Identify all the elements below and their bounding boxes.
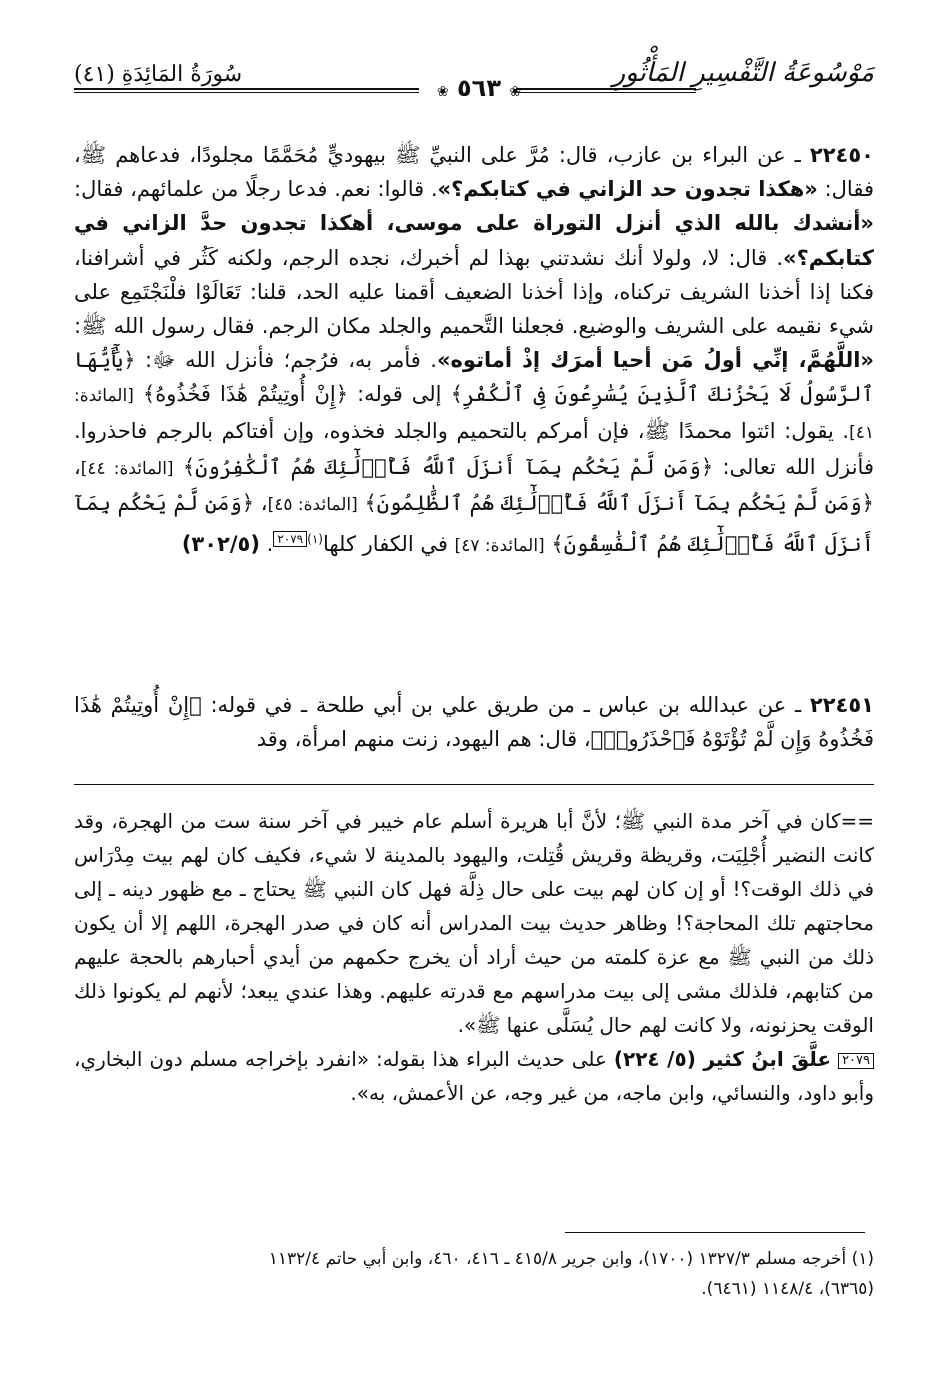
commentary-num-box: ٢٠٧٩ xyxy=(838,1053,874,1069)
header-rule-left-thin xyxy=(74,92,419,93)
footnote-separator xyxy=(565,1232,865,1233)
quran-verse: ﴿وَمَن لَّمْ يَحْكُم بِمَآ أَنزَلَ ٱللَّهُ فَأُو۟لَٰٓئِكَ هُمُ ٱلْكَٰفِرُونَ﴾ xyxy=(182,454,714,479)
footnotes xyxy=(74,1244,874,1304)
hadith-number: ٢٢٤٥٠ xyxy=(809,143,874,167)
commentary-p2: ٢٠٧٩ علَّقَ ابنُ كثير (٥/ ٢٢٤) على حديث البراء هذا بقوله: «انفرد بإخراجه مسلم دون البخاري، وأبو داود، والنسائي، وابن ماجه، من غير وجه، عن الأعمش، به». xyxy=(74,1047,874,1105)
quran-verse: ﴿إِنْ أُوتِيتُمْ هَٰذَا فَخُذُوهُ وَإِن لَّمْ تُؤْتَوْهُ فَٱحْذَرُوا۟﴾ xyxy=(74,693,874,752)
header-rule-right-thin xyxy=(516,92,696,93)
verse-ref: [المائدة: ٤١] xyxy=(74,386,874,443)
surah-label: سُورَةُ المَائِدَةِ (٤١) xyxy=(74,62,243,87)
footnote-marker[interactable]: (١) xyxy=(307,532,323,547)
commentary-p1: ==كان في آخر مدة النبي ﷺ؛ لأنَّ أبا هريرة أسلم عام خيبر في آخر سنة ست من الهجرة، وقد كانت النضير أُجْلِيَت، وقريظة وقريش قُتِلت، واليهود بالمدينة لا شيء، فكيف كان لهم بيت مِدْرَاس في ذلك الوقت؟! أو إن كان لهم بيت على حال ذِلَّة فهل كان النبي ﷺ يحتاج ـ مع ظهور دينه ـ إلى محاجتهم تلك المحاجة؟! وظاهر حديث بيت المدراس أنه كان في صدر الهجرة، اللهم إلا أن يكون ذلك من النبي ﷺ مع عزة كلمته من حيث أراد أن يخرج حكمهم من أيدي أحبارهم بالحجة عليهم من كتابهم، فلذلك مشى إلى بيت مدراسهم مع قدرته عليهم. وهذا عندي يبعد؛ لأنهم لم يكونوا ذلك الوقت يحزنونه، ولا كانت لهم حال يُسَلَّى عنها ﷺ». xyxy=(74,809,874,1037)
ornament-icon: ❀ xyxy=(509,84,522,100)
header-rule-left xyxy=(74,88,419,90)
book-title: مَوْسُوعَةُ التَّفْسِيرِ المَأْثُورِ xyxy=(612,58,874,88)
footnote-line-2: (٦٣٦٥)، ١١٤٨/٤ (٦٤٦١). xyxy=(701,1279,874,1299)
ornament-icon: ❀ xyxy=(436,84,449,100)
main-text-2 xyxy=(74,688,874,756)
page-number: ❀ ٥٦٣ ❀ xyxy=(436,74,522,102)
quran-verse: ﴿وَمَن لَّمْ يَحْكُم بِمَآ أَنزَلَ ٱللَّهُ فَأُو۟لَٰٓئِكَ هُمُ ٱلْفَٰسِقُونَ﴾ xyxy=(74,491,874,557)
quran-verse: ﴿إِنْ أُوتِيتُمْ هَٰذَا فَخُذُوهُ﴾ xyxy=(142,382,349,407)
verse-ref: [المائدة: ٤٥] xyxy=(267,495,358,516)
quran-verse: ﴿وَمَن لَّمْ يَحْكُم بِمَآ أَنزَلَ ٱللَّهُ فَأُو۟لَٰٓئِكَ هُمُ ٱلظَّٰلِمُونَ﴾ xyxy=(364,491,874,516)
source-ref: (٣٠٢/٥) xyxy=(181,532,260,557)
commentary-ref-box[interactable]: ٢٠٧٩ xyxy=(273,531,307,547)
hadith-number: ٢٢٤٥١ xyxy=(809,693,874,717)
hadith-22450: ٢٢٤٥٠ ـ عن البراء بن عازب، قال: مُرَّ على النبيِّ ﷺ بيهوديٍّ مُحَمَّمًا مجلودًا، فدعاهم ﷺ، فقال: «هكذا تجدون حد الزاني في كتابكم؟». قالوا: نعم. فدعا رجلًا من علمائهم، فقال: «أنشدك بالله الذي أنزل التوراة على موسى، أهكذا تجدون حدَّ الزاني في كتابكم؟». قال: لا، ولولا أنك نشدتني بهذا لم أخبرك، نجده الرجم، ولكنه كَثُر في أشرافنا، فكنا إذا أخذنا الشريف تركناه، وإذا أخذنا الضعيف أقمنا عليه الحد، قلنا: تَعَالَوْا فلْنَجْتَمِع على شيء نقيمه على الشريف والوضيع. فجعلنا التَّحميم والجلد مكان الرجم. فقال رسول الله ﷺ: «اللَّهُمَّ، إنِّي أولُ مَن أحيا أمرَك إذْ أماتوه». فأمر به، فرُجم؛ فأنزل الله ﷻ: ﴿يَٰٓأَيُّهَا ٱلرَّسُولُ لَا يَحْزُنكَ ٱلَّذِينَ يُسَٰرِعُونَ فِى ٱلْكُفْرِ﴾ إلى قوله: ﴿إِنْ أُوتِيتُمْ هَٰذَا فَخُذُوهُ﴾ [المائدة: ٤١]. يقول: ائتوا محمدًا ﷺ، فإن أمركم بالتحميم والجلد فخذوه، وإن أفتاكم بالرجم فاحذروا. فأنزل الله تعالى: ﴿وَمَن لَّمْ يَحْكُم بِمَآ أَنزَلَ ٱللَّهُ فَأُو۟لَٰٓئِكَ هُمُ ٱلْكَٰفِرُونَ﴾ [المائدة: ٤٤]، ﴿وَمَن لَّمْ يَحْكُم بِمَآ أَنزَلَ ٱللَّهُ فَأُو۟لَٰٓئِكَ هُمُ ٱلظَّٰلِمُونَ﴾ [المائدة: ٤٥]، ﴿وَمَن لَّمْ يَحْكُم بِمَآ أَنزَلَ ٱللَّهُ فَأُو۟لَٰٓئِكَ هُمُ ٱلْفَٰسِقُونَ﴾ [المائدة: ٤٧] في الكفار كلها$^{(١)}$٢٠٧٩. (٣٠٢/٥) xyxy=(74,143,874,557)
commentary xyxy=(74,804,874,1110)
hadith-22451: ٢٢٤٥١ ـ عن عبدالله بن عباس ـ من طريق علي بن أبي طلحة ـ في قوله: ﴿إِنْ أُوتِيتُمْ هَٰذَا فَخُذُوهُ وَإِن لَّمْ تُؤْتَوْهُ فَٱحْذَرُوا۟﴾، قال: هم اليهود، زنت منهم امرأة، وقد xyxy=(74,693,874,752)
main-text xyxy=(74,138,874,563)
footnote-line-1: (١) أخرجه مسلم ١٣٢٧/٣ (١٧٠٠)، وابن جرير ٤١٥/٨ ـ ٤١٦، ٤٦٠، وابن أبي حاتم ١١٣٢/٤ xyxy=(268,1249,874,1269)
header-rule-right xyxy=(516,88,696,90)
page-header xyxy=(74,58,874,102)
verse-ref: [المائدة: ٤٧] xyxy=(454,536,545,557)
commentary-separator xyxy=(74,784,874,785)
quran-verse: ﴿يَٰٓأَيُّهَا ٱلرَّسُولُ لَا يَحْزُنكَ ٱلَّذِينَ يُسَٰرِعُونَ فِى ٱلْكُفْرِ﴾ xyxy=(74,348,874,407)
verse-ref: [المائدة: ٤٤] xyxy=(80,458,174,479)
